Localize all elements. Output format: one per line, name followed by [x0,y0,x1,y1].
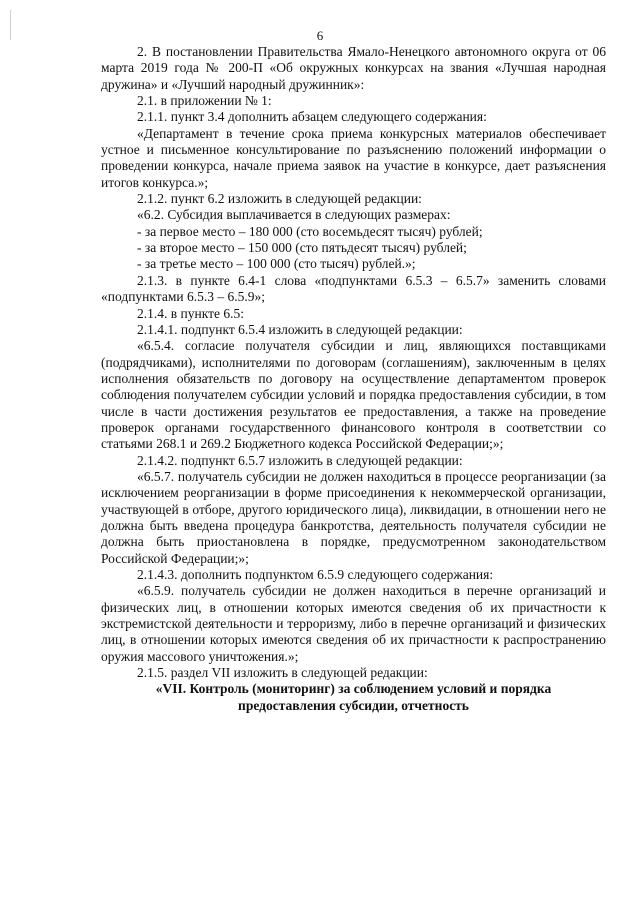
paragraph-2-1-2: 2.1.2. пункт 6.2 изложить в следующей редакции: [137,191,422,207]
paragraph-2-1-4-2: 2.1.4.2. подпункт 6.5.7 изложить в следующей редакции: [137,452,463,468]
paragraph-2-1-5: 2.1.5. раздел VII изложить в следующей редакции: [137,665,428,681]
paragraph-2-1: 2.1. в приложении № 1: [137,93,272,109]
paragraph-quote-3-4: «Департамент в течение срока приема конкурсных материалов обеспечивает устное и письменное консультирование по разъяснению положений информации о проведении конкурса, начале приема заявок на участие в конкурсе, дает разъяснения итогов конкурса.»; [101,125,606,190]
document-body [101,44,606,714]
page-number: 6 [316,28,324,43]
list-item-third-place: - за третье место – 100 000 (сто тысяч) рублей.»; [137,256,416,272]
paragraph-quote-6-5-7: «6.5.7. получатель субсидии не должен находиться в процессе реорганизации (за исключением реорганизации в форме присоединения к некоммерческой организации, участвующей в отборе, другого юридического лица), ликвидации, в отношении него не должна быть введена процедура банкротства, деятельность получателя субсидии не должна быть приостановлена в порядке, предусмотренном законодательством Российской Федерации;»; [101,468,606,566]
list-item-first-place: - за первое место – 180 000 (сто восемьдесят тысяч) рублей; [137,223,483,239]
section-heading-line-1: «VII. Контроль (мониторинг) за соблюдением условий и порядка [155,681,552,697]
list-item-second-place: - за второе место – 150 000 (сто пятьдесят тысяч) рублей; [137,240,467,256]
paragraph-2-1-4-3: 2.1.4.3. дополнить подпунктом 6.5.9 следующего содержания: [137,567,494,582]
paragraph-amendment-intro: 2. В постановлении Правительства Ямало-Ненецкого автономного округа от 06 марта 2019 года № 200-П «Об окружных конкурсах на звания «Лучшая народная дружина» и «Лучший народный дружинник»: [101,44,606,92]
paragraph-quote-6-2: «6.2. Субсидия выплачивается в следующих размерах: [137,207,451,223]
paragraph-2-1-4: 2.1.4. в пункте 6.5: [137,305,244,321]
paragraph-quote-6-5-4: «6.5.4. согласие получателя субсидии и лиц, являющихся поставщиками (подрядчиками), исполнителями по договорам (соглашениям), заключенным в целях исполнения обязательств по договору на осуществление департаментом проверок соблюдения получателем субсидии условий и порядка предоставления субсидии, в том числе в части достижения результатов ее предоставления, а также на проведение проверок органами государственного финансового контроля в соответствии со статьями 268.1 и 269.2 Бюджетного кодекса Российской Федерации;»; [101,338,606,452]
paragraph-2-1-4-1: 2.1.4.1. подпункт 6.5.4 изложить в следующей редакции: [137,321,463,337]
section-heading-line-2: предоставления субсидии, отчетность [238,697,469,713]
paragraph-quote-6-5-9: «6.5.9. получатель субсидии не должен находиться в перечне организаций и физических лиц, в отношении которых имеются сведения об их причастности к экстремистской деятельности и терроризму, либо в перечне организаций и физических лиц, в отношении которых имеются сведения об их причастности к распространению оружия массового уничтожения.»; [101,583,606,664]
paragraph-2-1-1: 2.1.1. пункт 3.4 дополнить абзацем следующего содержания: [137,109,487,125]
paragraph-2-1-3: 2.1.3. в пункте 6.4-1 слова «подпунктами 6.5.3 – 6.5.7» заменить словами «подпунктами 6.5.3 – 6.5.9»; [101,272,606,305]
